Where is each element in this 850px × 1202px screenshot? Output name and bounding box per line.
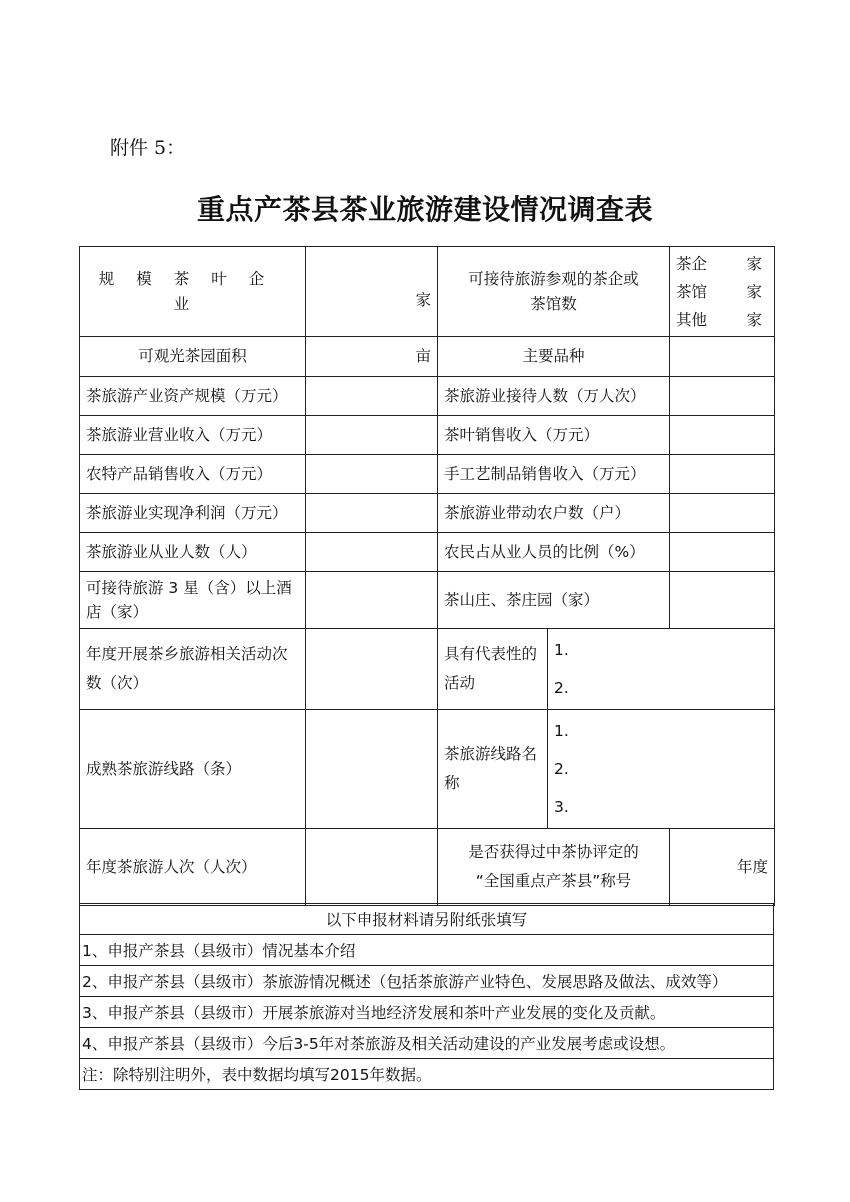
list-item: 1、申报产茶县（县级市）情况基本介绍 (80, 935, 774, 966)
sub-label: 茶馆 (676, 282, 708, 301)
footnote: 注：除特别注明外，表中数据均填写2015年数据。 (80, 1059, 774, 1090)
activity-list[interactable] (548, 629, 775, 710)
row-label-2: 茶叶销售收入（万元） (438, 416, 670, 455)
unit-label: 亩 (415, 347, 431, 366)
row-label: 茶旅游业实现净利润（万元） (80, 494, 306, 533)
value-cell[interactable] (306, 533, 438, 572)
value-cell[interactable] (670, 377, 775, 416)
table-row (80, 416, 775, 455)
value-cell[interactable] (306, 377, 438, 416)
table-row (80, 829, 775, 906)
value-cell[interactable] (306, 572, 438, 629)
row-label-2 (438, 829, 670, 906)
list-item: 1. (554, 641, 569, 659)
survey-table (79, 246, 775, 906)
unit-label: 家 (746, 254, 763, 273)
row-label-2: 茶旅游业接待人数（万人次） (438, 377, 670, 416)
value-cell[interactable] (306, 247, 438, 337)
row-label: 年度茶旅游人次（人次） (80, 829, 306, 906)
value-cell[interactable] (670, 533, 775, 572)
value-cell[interactable] (306, 629, 438, 710)
value-cell[interactable] (306, 337, 438, 377)
table-row (80, 494, 775, 533)
unit-label: 家 (746, 282, 763, 301)
question-line: 是否获得过中茶协评定的 (468, 842, 639, 861)
attachment-label: 附件 5： (110, 137, 186, 159)
list-item: 4、申报产茶县（县级市）今后3-5年对茶旅游及相关活动建设的产业发展考虑或设想。 (80, 1028, 774, 1059)
list-item: 2. (554, 760, 569, 778)
table-row (80, 455, 775, 494)
list-item: 2. (554, 679, 569, 697)
question-line: “全国重点产茶县”称号 (475, 872, 632, 890)
row-label-2: 茶山庄、茶庄园（家） (438, 572, 670, 629)
year-label: 年度 (737, 857, 769, 876)
list-item: 2、申报产茶县（县级市）茶旅游情况概述（包括茶旅游产业特色、发展思路及做法、成效等） (80, 966, 774, 997)
row-label-2: 茶旅游业带动农户数（户） (438, 494, 670, 533)
row-label: 茶旅游业营业收入（万元） (80, 416, 306, 455)
table-row (80, 533, 775, 572)
materials-heading: 以下申报材料请另附纸张填写 (80, 904, 774, 935)
value-cell[interactable] (306, 494, 438, 533)
value-cell[interactable] (670, 247, 775, 337)
page-title: 重点产茶县茶业旅游建设情况调查表 (196, 193, 653, 226)
row-label: 可观光茶园面积 (80, 337, 306, 377)
unit-label: 家 (746, 310, 763, 329)
row-label: 茶旅游产业资产规模（万元） (80, 377, 306, 416)
unit-label: 家 (415, 290, 431, 309)
row-label: 茶旅游业从业人数（人） (80, 533, 306, 572)
value-cell[interactable] (306, 829, 438, 906)
table-row (80, 629, 775, 710)
table-row (80, 710, 775, 829)
value-cell[interactable] (306, 416, 438, 455)
materials-table (79, 903, 774, 1090)
row-label-2: 可接待旅游参观的茶企或茶馆数 (438, 247, 670, 337)
value-cell[interactable] (670, 572, 775, 629)
table-row (80, 377, 775, 416)
list-item: 3、申报产茶县（县级市）开展茶旅游对当地经济发展和茶叶产业发展的变化及贡献。 (80, 997, 774, 1028)
year-cell[interactable] (670, 829, 775, 906)
table-row (80, 337, 775, 377)
value-cell[interactable] (670, 455, 775, 494)
value-cell[interactable] (670, 494, 775, 533)
row-label-2: 茶旅游线路名称 (438, 710, 548, 829)
table-row (80, 247, 775, 337)
list-item: 3. (554, 798, 569, 816)
table-row (80, 572, 775, 629)
value-cell[interactable] (670, 416, 775, 455)
row-label: 成熟茶旅游线路（条） (80, 710, 306, 829)
row-label: 年度开展茶乡旅游相关活动次数（次） (80, 629, 306, 710)
value-cell[interactable] (306, 710, 438, 829)
sub-label: 其他 (676, 310, 708, 329)
value-cell[interactable] (670, 337, 775, 377)
row-label-2: 农民占从业人员的比例（%） (438, 533, 670, 572)
sub-label: 茶企 (676, 254, 708, 273)
value-cell[interactable] (306, 455, 438, 494)
row-label: 可接待旅游 3 星（含）以上酒店（家） (80, 572, 306, 629)
row-label-2: 主要品种 (438, 337, 670, 377)
route-list[interactable] (548, 710, 775, 829)
row-label-2: 具有代表性的活动 (438, 629, 548, 710)
row-label-2: 手工艺制品销售收入（万元） (438, 455, 670, 494)
row-label: 农特产品销售收入（万元） (80, 455, 306, 494)
row-label: 规模茶叶企业 (80, 247, 306, 337)
list-item: 1. (554, 722, 569, 740)
